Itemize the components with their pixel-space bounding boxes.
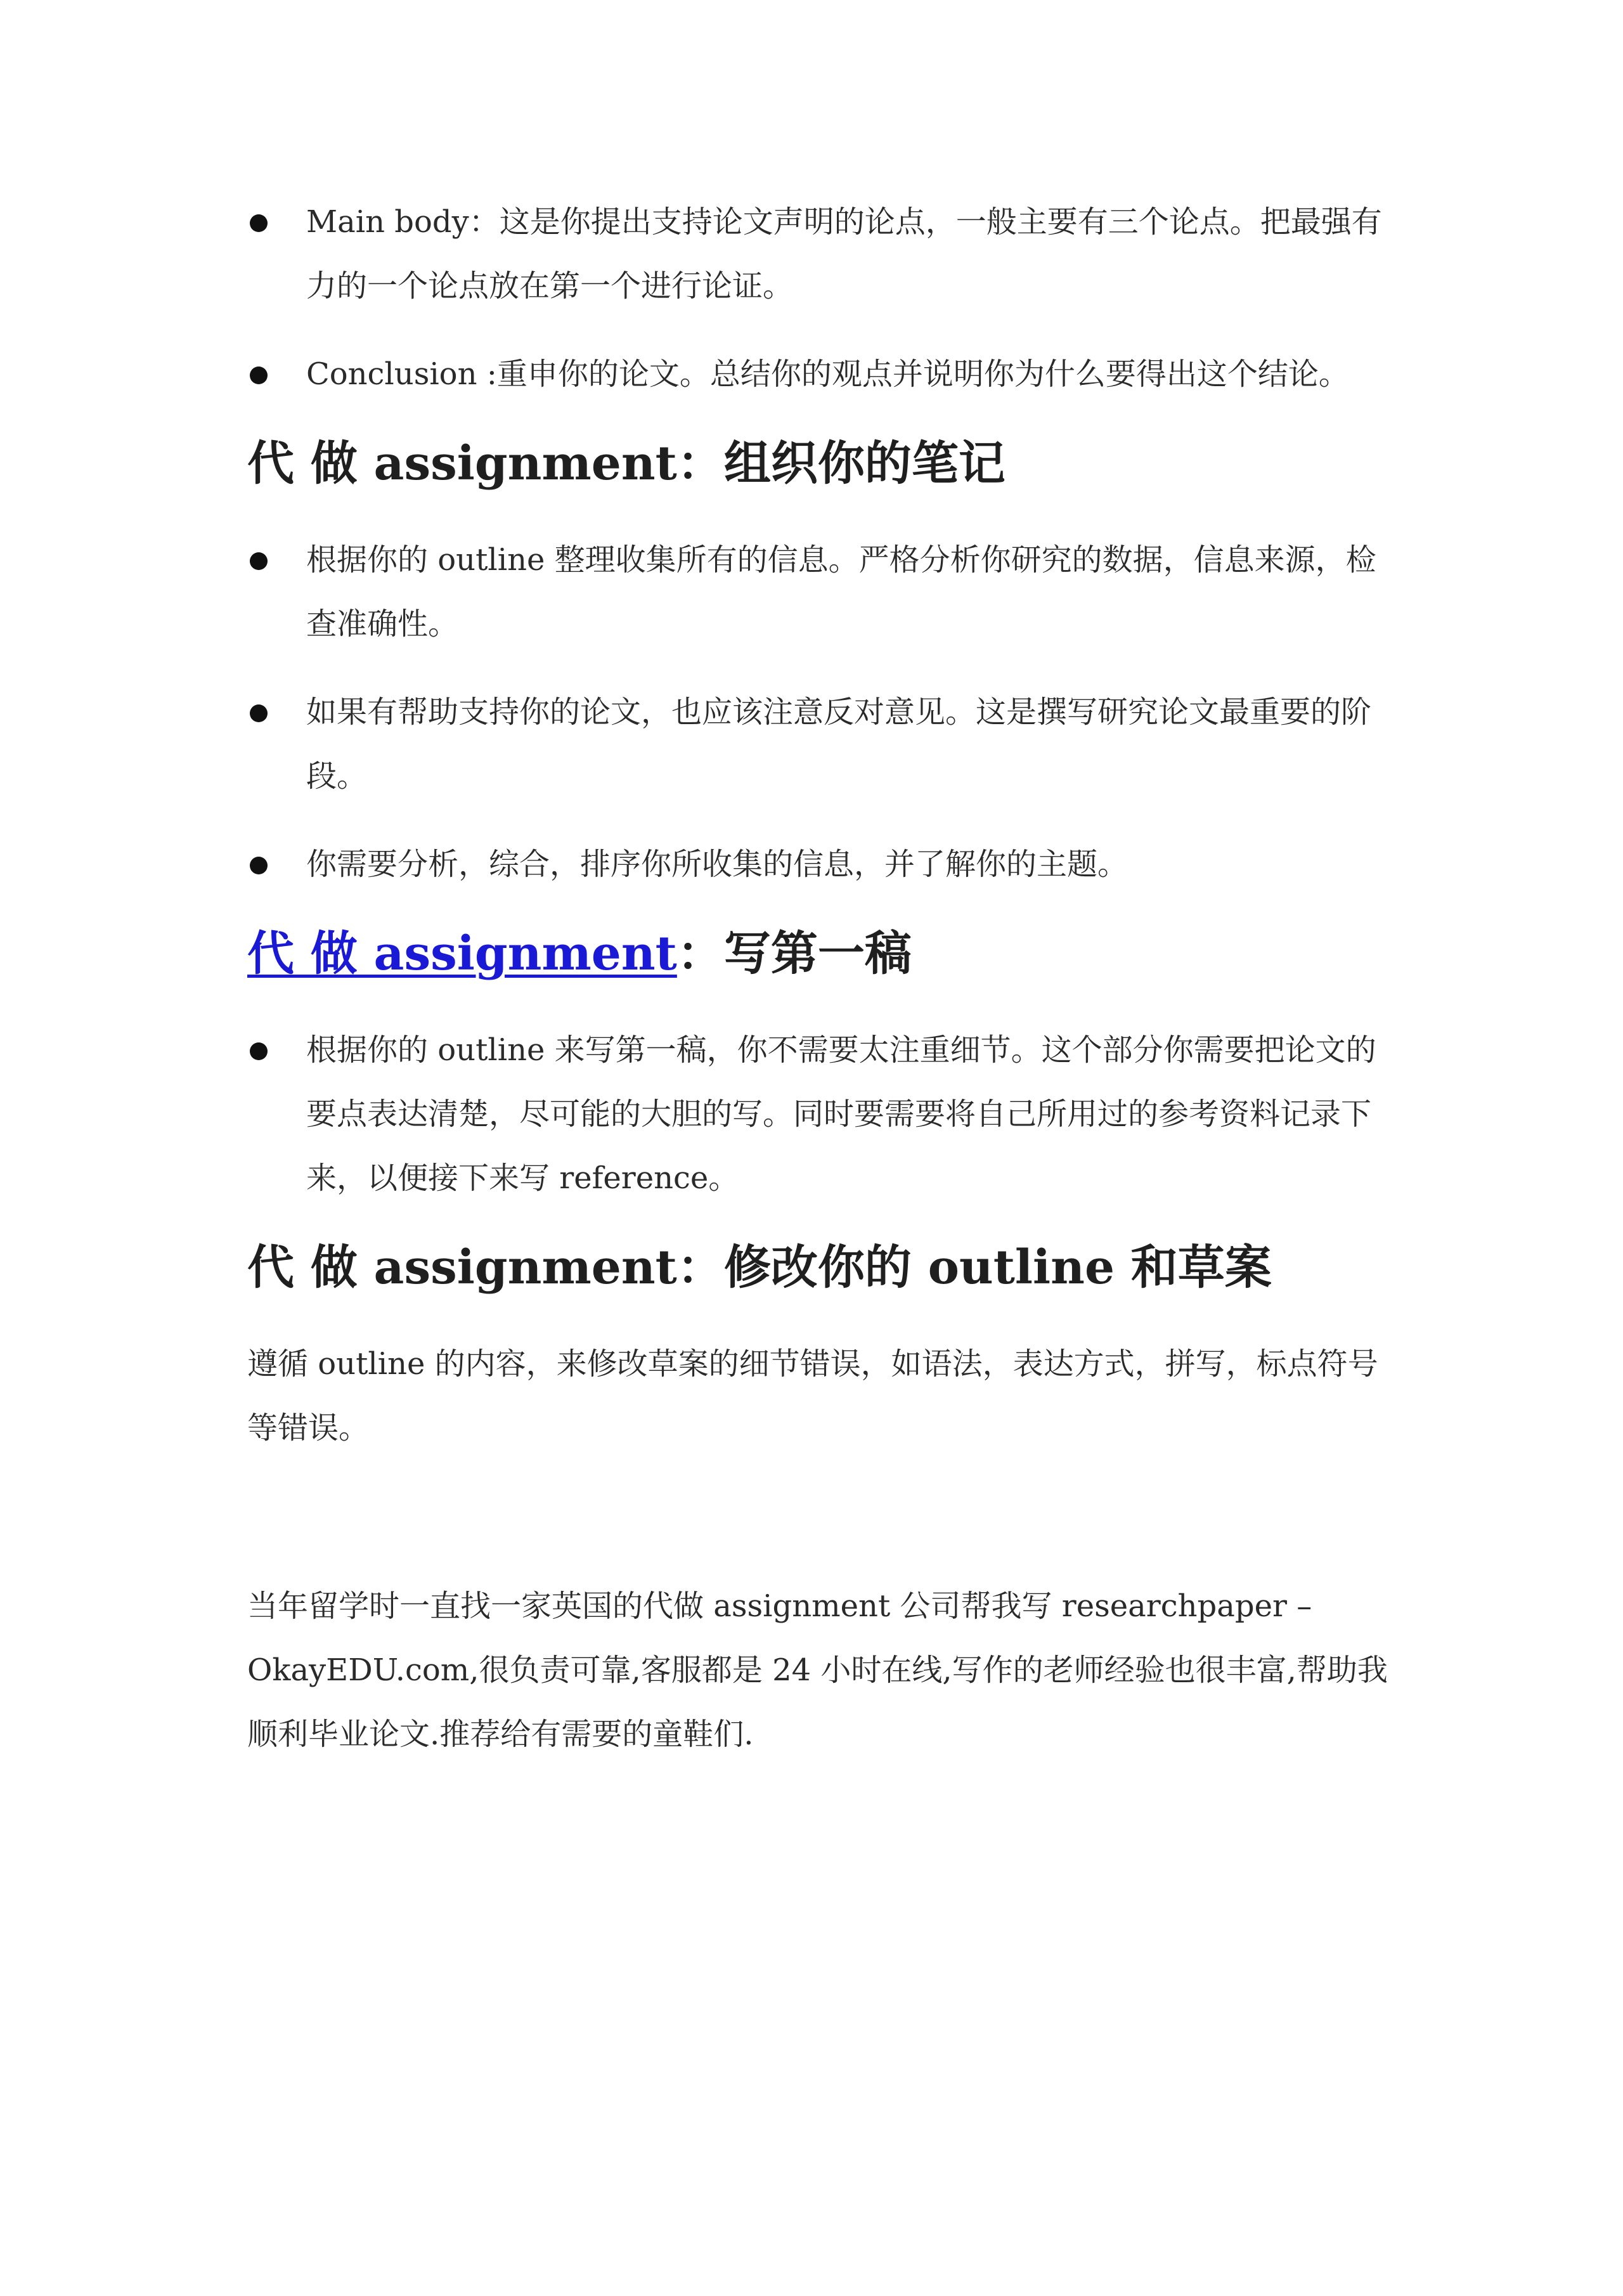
heading-rest: ：写第一稿 (676, 926, 912, 981)
bullet-icon (250, 857, 268, 874)
list-item-text: 根据你的 outline 来写第一稿，你不需要太注重细节。这个部分你需要把论文的要点表达清楚，尽可能的大胆的写。同时要需要将自己所用过的参考资料记录下来，以便接下来写 reference。 (306, 1032, 1376, 1196)
document-page (247, 190, 1388, 1767)
bullet-icon (250, 214, 268, 232)
list-item (247, 342, 1388, 406)
spacer (247, 1460, 1388, 1574)
list-item (247, 833, 1388, 897)
bullet-icon (250, 1042, 268, 1060)
section-heading (247, 922, 1388, 985)
bullet-icon (250, 704, 268, 722)
heading-link[interactable]: 代 做 assignment (247, 926, 677, 981)
list-item-text: 你需要分析，综合，排序你所收集的信息，并了解你的主题。 (306, 846, 1128, 882)
list-item-text: 根据你的 outline 整理收集所有的信息。严格分析你研究的数据，信息来源，检查准确性。 (306, 542, 1376, 642)
section-heading: 代 做 assignment：组织你的笔记 (247, 436, 1005, 491)
paragraph: 当年留学时一直找一家英国的代做 assignment 公司帮我写 researchpaper – OkayEDU.com,很负责可靠,客服都是 24 小时在线,写作的老师经验也很丰富,帮助我顺利毕业论文.推荐给有需要的童鞋们. (247, 1588, 1388, 1752)
list-item-text: Conclusion :重申你的论文。总结你的观点并说明你为什么要得出这个结论。 (306, 356, 1349, 392)
list-item-text: Main body：这是你提出支持论文声明的论点，一般主要有三个论点。把最强有力的一个论点放在第一个进行论证。 (306, 204, 1382, 304)
bullet-icon (250, 366, 268, 384)
bullet-icon (250, 552, 268, 570)
list-item-text: 如果有帮助支持你的论文，也应该注意反对意见。这是撰写研究论文最重要的阶段。 (306, 694, 1372, 794)
section-heading: 代 做 assignment：修改你的 outline 和草案 (247, 1240, 1272, 1295)
list-item (247, 680, 1388, 808)
list-item (247, 1018, 1388, 1210)
paragraph: 遵循 outline 的内容，来修改草案的细节错误，如语法，表达方式，拼写，标点符号等错误。 (247, 1346, 1378, 1446)
list-item (247, 190, 1388, 318)
list-item (247, 528, 1388, 656)
